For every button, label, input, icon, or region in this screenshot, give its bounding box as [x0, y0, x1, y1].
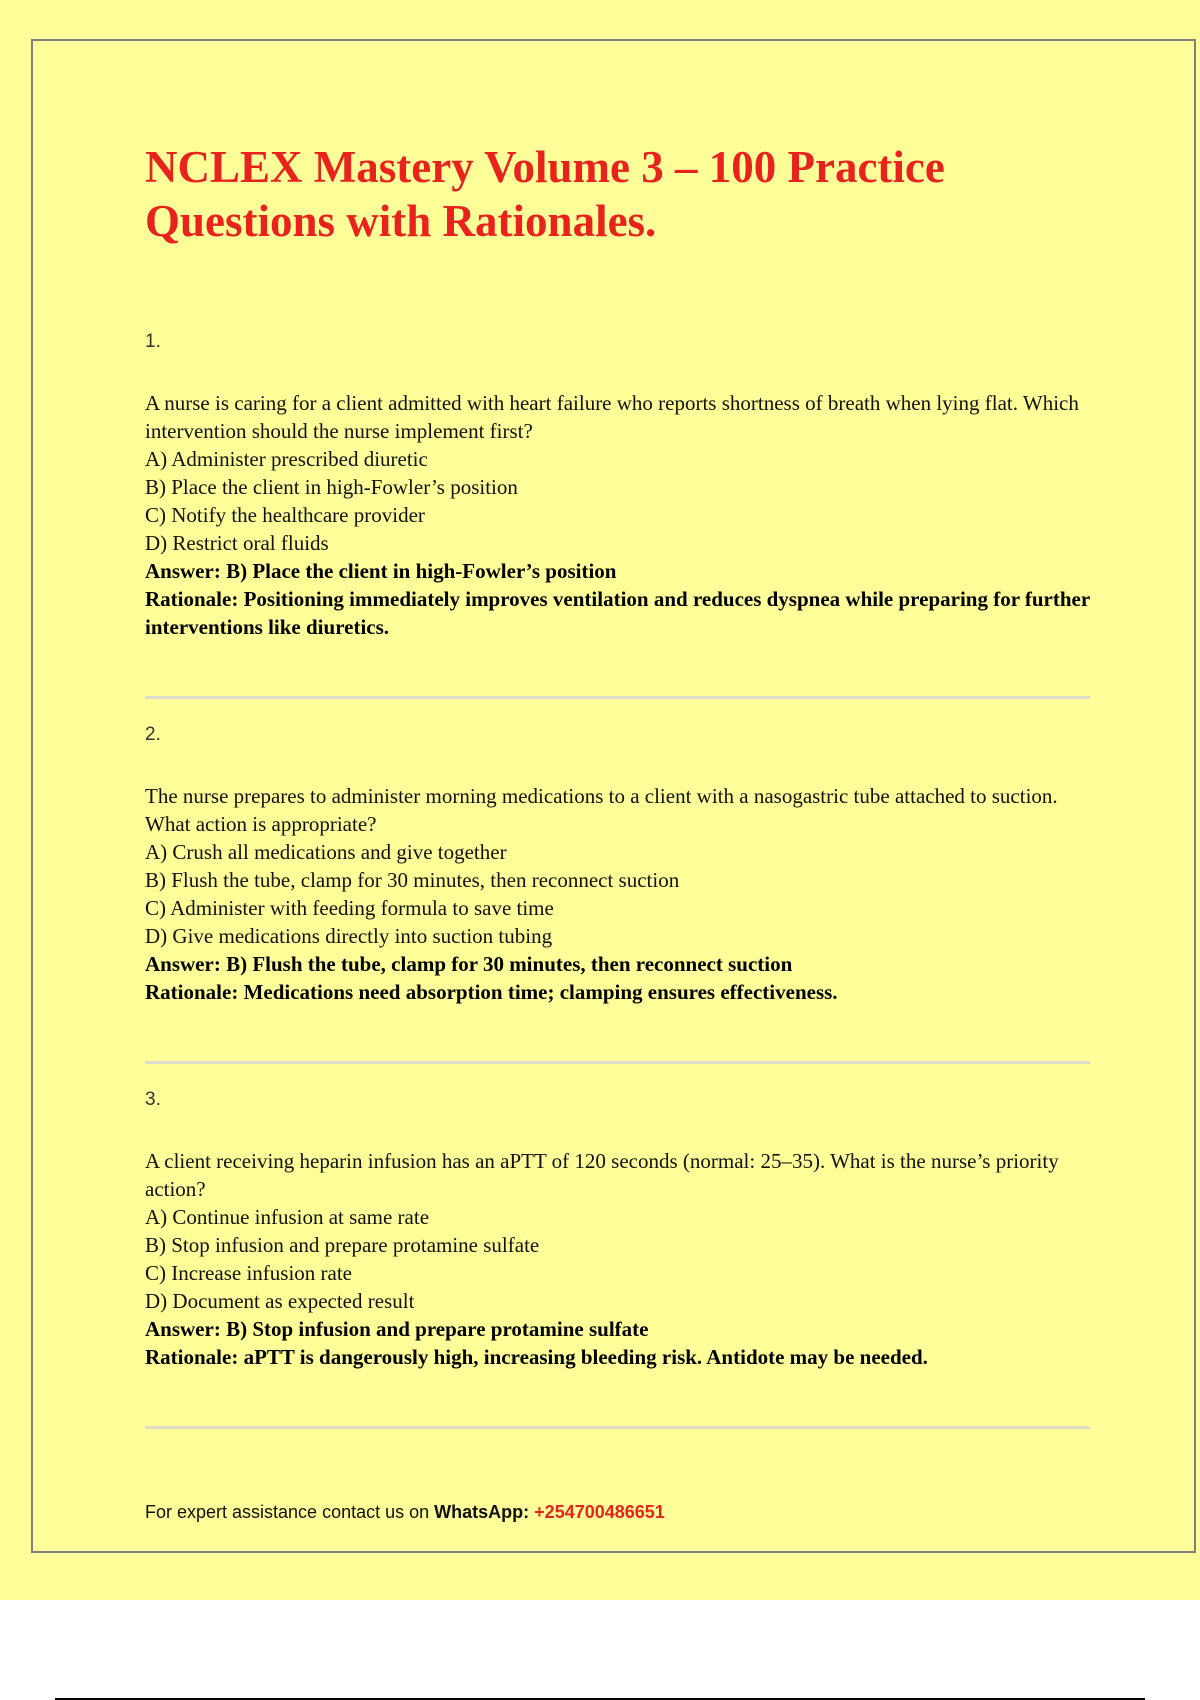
option-d: D) Document as expected result — [145, 1289, 415, 1313]
question-divider — [145, 1061, 1090, 1064]
whatsapp-label: WhatsApp: — [434, 1502, 530, 1522]
whatsapp-phone-link[interactable]: +254700486651 — [534, 1502, 665, 1522]
rationale: Rationale: aPTT is dangerously high, increasing bleeding risk. Antidote may be needed. — [145, 1345, 928, 1369]
option-b: B) Flush the tube, clamp for 30 minutes, then reconnect suction — [145, 868, 680, 892]
question-stem: A client receiving heparin infusion has an aPTT of 120 seconds (normal: 25–35). What is the nurse’s priority action? — [145, 1149, 1059, 1201]
document-title: NCLEX Mastery Volume 3 – 100 Practice Questions with Rationales. — [145, 142, 945, 246]
footer-text: For expert assistance contact us on — [145, 1502, 430, 1522]
question-divider — [145, 1426, 1090, 1429]
question-number: 2. — [145, 724, 161, 745]
document-body — [145, 140, 1090, 1429]
option-b: B) Place the client in high-Fowler’s position — [145, 475, 518, 499]
question-stem: A nurse is caring for a client admitted with heart failure who reports shortness of breath when lying flat. Which intervention should the nurse implement first? — [145, 391, 1079, 443]
option-a: A) Administer prescribed diuretic — [145, 447, 428, 471]
question-1 — [145, 328, 1090, 641]
rationale: Rationale: Medications need absorption time; clamping ensures effectiveness. — [145, 980, 838, 1004]
option-c: C) Notify the healthcare provider — [145, 503, 425, 527]
rationale: Rationale: Positioning immediately improves ventilation and reduces dyspnea while preparing for further interventions like diuretics. — [145, 587, 1090, 639]
option-d: D) Give medications directly into suction tubing — [145, 924, 553, 948]
answer: Answer: B) Stop infusion and prepare protamine sulfate — [145, 1317, 649, 1341]
option-b: B) Stop infusion and prepare protamine sulfate — [145, 1233, 540, 1257]
option-a: A) Continue infusion at same rate — [145, 1205, 430, 1229]
option-c: C) Administer with feeding formula to save time — [145, 896, 554, 920]
question-stem: The nurse prepares to administer morning medications to a client with a nasogastric tube attached to suction. What action is appropriate? — [145, 784, 1058, 836]
answer: Answer: B) Flush the tube, clamp for 30 minutes, then reconnect suction — [145, 952, 793, 976]
option-a: A) Crush all medications and give together — [145, 840, 507, 864]
question-divider — [145, 696, 1090, 699]
question-number: 3. — [145, 1089, 161, 1110]
question-3 — [145, 1086, 1090, 1371]
question-number: 1. — [145, 331, 161, 352]
option-c: C) Increase infusion rate — [145, 1261, 352, 1285]
question-2 — [145, 721, 1090, 1006]
option-d: D) Restrict oral fluids — [145, 531, 329, 555]
contact-footer — [145, 1502, 665, 1523]
answer: Answer: B) Place the client in high-Fowler’s position — [145, 559, 617, 583]
